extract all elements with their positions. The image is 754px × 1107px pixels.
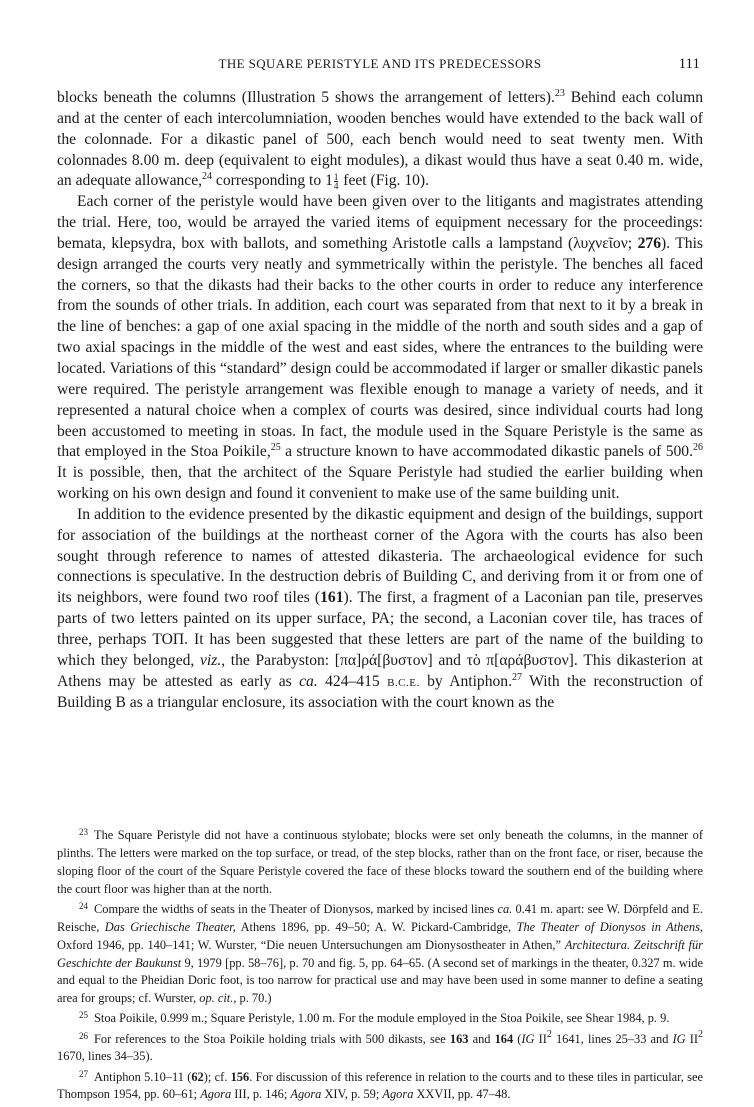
footnote-ref-27: 27 — [512, 671, 523, 683]
footnote-text: XXVII, pp. 47–48. — [413, 1087, 511, 1102]
footnote-text: For references to the Stoa Poikile holding trials with 500 dikasts, see — [94, 1031, 450, 1046]
italic-text: IG — [521, 1031, 535, 1046]
text-run: a structure known to have accommodated dikastic panels of 500. — [280, 443, 693, 461]
footnote-23 — [57, 827, 703, 899]
footnote-text: The Square Peristyle did not have a continuous stylobate; blocks were set only beneath the columns, in the manner of plinths. The letters were marked on the top surface, or tread, of the step blocks, rather than on the front face, or riser, because the sloping floor of the court of the Square Peristyle covered the face of these blocks toward the southern end of the building where the court floor was higher than at the north. — [57, 828, 703, 896]
italic-text: IG — [672, 1031, 686, 1046]
text-run: by Antiphon. — [419, 672, 513, 690]
catalogue-ref: 276 — [637, 234, 661, 252]
paragraph-1 — [57, 88, 703, 192]
page-number: 111 — [678, 56, 700, 72]
footnote-number: 25 — [79, 1010, 88, 1021]
fraction-denominator: 4 — [333, 181, 339, 192]
footnote-text: and — [468, 1031, 495, 1046]
text-run: Each corner of the peristyle would have been given over to the litigants and magistrates attending the trial. Here, too, would be arrayed the varied items of equipment necessary for the proceedings: bemata, klepsydra, box with ballots, and something Aristotle calls a lampstand (λυχνεῖον; — [57, 193, 703, 252]
small-caps-text: B.C.E. — [387, 676, 420, 689]
footnote-text: XIV, p. 59; — [321, 1087, 383, 1102]
paragraph-2 — [57, 192, 703, 505]
text-run: It is possible, then, that the architect of the Square Peristyle had studied the earlier building when working on his own design and found it convenient to make use of the same building unit. — [57, 464, 703, 503]
superscript: 2 — [697, 1028, 703, 1040]
fraction — [334, 173, 339, 190]
footnote-ref-23: 23 — [554, 88, 565, 99]
footnote-ref-24: 24 — [202, 171, 213, 183]
footnote-number: 23 — [79, 827, 88, 837]
footnote-24 — [57, 901, 703, 1008]
italic-text: op. cit., — [199, 991, 237, 1006]
footnote-number: 26 — [79, 1030, 88, 1041]
text-run: corresponding to 1 — [212, 172, 333, 190]
footnote-text: Stoa Poikile, 0.999 m.; Square Peristyle, 1.00 m. For the module employed in the Stoa Poikile, see Shear 1984, p. 9. — [94, 1011, 670, 1026]
book-title: The Theater of Dionysos in Athens, — [516, 919, 703, 934]
italic-text: ca. — [497, 901, 513, 916]
running-title: THE SQUARE PERISTYLE AND ITS PREDECESSORS — [218, 56, 542, 71]
italic-text: Agora — [290, 1087, 322, 1102]
footnotes — [57, 827, 703, 1107]
text-run: 424–415 — [317, 672, 388, 690]
footnote-text: ); cf. — [203, 1069, 231, 1084]
footnote-text: II — [534, 1031, 547, 1046]
footnote-ref-26: 26 — [693, 442, 703, 454]
footnote-text: . For discussion of this reference in relation to the courts and to these tiles in particular, see Thompson 1954, pp. 60–61; — [57, 1069, 703, 1102]
catalogue-ref: 161 — [320, 589, 344, 607]
journal-title: Architectura. Zeitschrift für Geschichte der Baukunst — [57, 937, 704, 970]
footnote-number: 27 — [79, 1068, 88, 1079]
footnote-26 — [57, 1028, 703, 1067]
footnote-text: III, p. 146; — [231, 1087, 291, 1102]
catalogue-ref: 156 — [230, 1069, 250, 1084]
text-run: With the reconstruction of Building B as a triangular enclosure, its association with the court known as the — [57, 672, 704, 712]
main-text — [57, 88, 703, 714]
footnote-text: ( — [513, 1031, 522, 1046]
fraction-numerator: 1 — [333, 172, 339, 183]
footnote-text: Athens 1896, pp. 49–50; A. W. Pickard-Cambridge, — [235, 919, 517, 934]
paragraph-3 — [57, 505, 703, 714]
footnote-text: Oxford 1946, pp. 140–141; W. Wurster, “Die neuen Untersuchungen am Dionysostheater in Athen,” — [57, 937, 565, 952]
catalogue-ref: 164 — [494, 1031, 514, 1046]
footnote-25 — [57, 1010, 703, 1028]
catalogue-ref: 163 — [449, 1031, 469, 1046]
footnote-number: 24 — [79, 900, 88, 911]
text-run: ). The first, a fragment of a Laconian pan tile, preserves parts of two letters painted on its upper surface, PA; the second, a Laconian cover tile, has traces of three, perhaps ΤΟΠ. It has been suggested that these letters are part of the name of the building to which they belonged, — [57, 589, 703, 669]
footnote-text: 9, 1979 [pp. 58–76], p. 70 and fig. 5, pp. 64–65. (A second set of markings in the theater, 0.327 m. wide and equal to the Pheidian Doric foot, is too narrow for practical use and may have been used in some manner to define a seating area for groups; cf. Wurster, — [57, 955, 704, 1006]
footnote-text: 0.41 m. apart: see W. Dörpfeld and E. Reische, — [57, 901, 703, 934]
footnote-text: 1670, lines 34–35). — [57, 1049, 153, 1064]
footnote-27 — [57, 1069, 703, 1105]
catalogue-ref: 62 — [191, 1069, 204, 1084]
superscript: 2 — [546, 1028, 552, 1040]
italic-text: Agora — [382, 1087, 414, 1102]
text-run: blocks beneath the columns (Illustration 5 shows the arrangement of letters). — [57, 89, 555, 106]
text-run: , the Parabyston: [πα]ρά[βυστον] and τὸ π[αράβυστον]. This dikasterion at Athens may be attested as early as — [57, 651, 703, 690]
footnote-ref-25: 25 — [270, 442, 281, 454]
footnote-text: 1641, lines 25–33 and — [551, 1031, 673, 1046]
footnote-text: p. 70.) — [236, 991, 272, 1006]
footnote-text: II — [685, 1031, 698, 1046]
book-title: Das Griechische Theater, — [104, 919, 236, 934]
footnote-text: Antiphon 5.10–11 ( — [94, 1069, 192, 1084]
italic-text: viz. — [200, 651, 222, 669]
text-run: feet (Fig. 10). — [339, 172, 430, 190]
italic-text: ca. — [299, 672, 318, 690]
page-header — [60, 56, 700, 76]
text-run: Behind each column and at the center of each intercolumniation, wooden benches would have extended to the back wall of the colonnade. For a dikastic panel of 500, each bench would need to seat twenty men. With colonnades 8.00 m. deep (equivalent to eight modules), a dikast would thus have a seat 0.40 m. wide, an adequate allowance, — [57, 89, 703, 190]
text-run: ). This design arranged the courts very neatly and symmetrically within the peristyle. The benches all faced the corners, so that the dikasts had their backs to the other courts in order to reduce any interference from the sounds of other trials. In addition, each court was separated from that next to it by a break in the line of benches: a gap of one axial spacing in the middle of the north and south sides and a gap of two axial spacings in the middle of the west and east sides, where the entrances to the building were located. Variations of this “standard” design could be accommodated if larger or smaller dikastic panels were required. The peristyle arrangement was flexible enough to manage a variety of needs, and it represented a natural choice when a complex of courts was desired, since individual courts had long been accustomed to meeting in stoas. In fact, the module used in the Square Peristyle is the same as that employed in the Stoa Poikile, — [57, 234, 703, 461]
footnote-text: Compare the widths of seats in the Theater of Dionysos, marked by incised lines — [94, 901, 498, 916]
text-run: In addition to the evidence presented by the dikastic equipment and design of the buildings, support for association of the buildings at the northeast corner of the Agora with the courts has also been sought through reference to names of attested dikasteria. The archaeological evidence for such connections is speculative. In the destruction debris of Building C, and deriving from it or from one of its neighbors, were found two roof tiles ( — [57, 505, 703, 607]
italic-text: Agora — [200, 1087, 232, 1102]
